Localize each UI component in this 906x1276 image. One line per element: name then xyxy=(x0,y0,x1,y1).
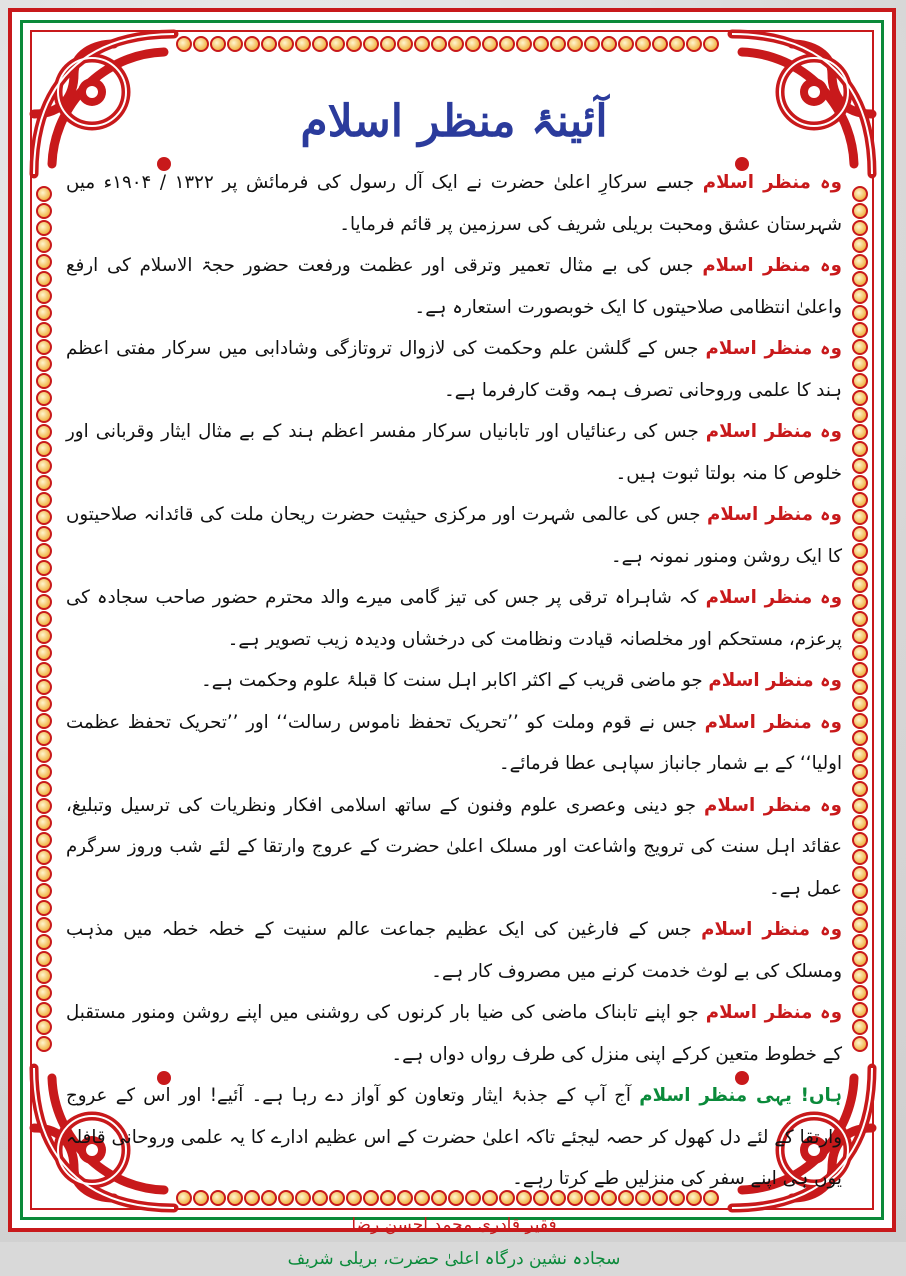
bead-ornament-icon xyxy=(852,254,868,270)
bead-ornament-icon xyxy=(669,36,685,52)
bead-ornament-icon xyxy=(852,577,868,593)
bead-ornament-icon xyxy=(852,373,868,389)
bead-ornament-icon xyxy=(852,1019,868,1035)
paragraph-text: جسے سرکارِ اعلیٰ حضرت نے ایک آل رسول کی فرمائش پر ۱۳۲۲ / ۱۹۰۴ء میں شہرستان عشق ومحبت بریلی شریف کی سرزمین پر قائم فرمایا۔ xyxy=(66,172,842,235)
bead-ornament-icon xyxy=(36,594,52,610)
paragraph-lead: وہ منظر اسلام xyxy=(705,338,842,359)
paragraph xyxy=(66,660,842,702)
right-bead-border xyxy=(852,186,868,1052)
bead-ornament-icon xyxy=(36,696,52,712)
bead-ornament-icon xyxy=(397,36,413,52)
paragraph-text: جو دینی وعصری علوم وفنون کے ساتھ اسلامی افکار ونظریات کی ترسیل وتبلیغ، عقائد اہل سنت کی ترویج واشاعت اور مسلک اعلیٰ حضرت کے عروج وارتقا کے لئے شب وروز سرگرم عمل ہے۔ xyxy=(66,794,842,899)
bead-ornament-icon xyxy=(852,815,868,831)
bead-ornament-icon xyxy=(852,458,868,474)
paragraph xyxy=(66,577,842,660)
paragraph xyxy=(66,328,842,411)
bead-ornament-icon xyxy=(686,36,702,52)
bead-ornament-icon xyxy=(852,679,868,695)
bead-ornament-icon xyxy=(852,1002,868,1018)
bead-ornament-icon xyxy=(244,36,260,52)
bead-ornament-icon xyxy=(852,611,868,627)
bead-ornament-icon xyxy=(852,730,868,746)
bead-ornament-icon xyxy=(36,577,52,593)
paragraph-text: جس کے گلشن علم وحکمت کی لازوال تروتازگی وشادابی میں سرکار مفتی اعظم ہند کا علمی وروحانی تصرف ہمہ وقت کارفرما ہے۔ xyxy=(66,338,842,401)
page-title: آئینۂ منظر اسلام xyxy=(300,96,608,147)
closing-paragraph xyxy=(66,1075,842,1200)
bead-ornament-icon xyxy=(36,883,52,899)
bead-ornament-icon xyxy=(36,645,52,661)
bead-ornament-icon xyxy=(363,36,379,52)
bead-ornament-icon xyxy=(852,237,868,253)
paragraph xyxy=(66,785,842,910)
bead-ornament-icon xyxy=(465,36,481,52)
left-bead-border xyxy=(36,186,52,1052)
bead-ornament-icon xyxy=(852,441,868,457)
bead-ornament-icon xyxy=(36,730,52,746)
bead-ornament-icon xyxy=(36,254,52,270)
paragraph-text: جس کی عالمی شہرت اور مرکزی حیثیت حضرت ریحان ملت کی قائدانہ صلاحیتوں کا ایک روشن ومنور نمونہ ہے۔ xyxy=(66,504,842,567)
bead-ornament-icon xyxy=(852,985,868,1001)
bead-ornament-icon xyxy=(516,36,532,52)
bead-ornament-icon xyxy=(852,543,868,559)
bead-ornament-icon xyxy=(852,390,868,406)
bead-ornament-icon xyxy=(852,407,868,423)
bead-ornament-icon xyxy=(36,407,52,423)
paragraph-lead: وہ منظر اسلام xyxy=(708,670,842,691)
bead-ornament-icon xyxy=(852,968,868,984)
document-body xyxy=(66,92,842,1276)
bead-ornament-icon xyxy=(36,288,52,304)
bead-ornament-icon xyxy=(852,526,868,542)
bead-ornament-icon xyxy=(852,883,868,899)
bead-ornament-icon xyxy=(852,322,868,338)
paragraph-text: جس نے قوم وملت کو ’’تحریک تحفظ ناموس رسالت‘‘ اور ’’تحریک تحفظ عظمت اولیا‘‘ کے بے شمار جانباز سپاہی عطا فرمائے۔ xyxy=(66,711,842,774)
bead-ornament-icon xyxy=(36,611,52,627)
paragraph-lead: وہ منظر اسلام xyxy=(704,794,842,816)
bead-ornament-icon xyxy=(36,832,52,848)
bead-ornament-icon xyxy=(852,713,868,729)
bead-ornament-icon xyxy=(295,36,311,52)
bead-ornament-icon xyxy=(852,662,868,678)
bead-ornament-icon xyxy=(36,985,52,1001)
bead-ornament-icon xyxy=(193,36,209,52)
bead-ornament-icon xyxy=(852,560,868,576)
bead-ornament-icon xyxy=(36,220,52,236)
closing-text: آج آپ کے جذبۂ ایثار وتعاون کو آواز دے رہا ہے۔ آئیے! اور اس کے عروج وارتقا کے لئے دل کھول کر حصہ لیجئے تاکہ اعلیٰ حضرت کے اس عظیم ادارے کا یہ علمی وروحانی قافلہ یوں ہی اپنے سفر کی منزلیں طے کرتا رہے۔ xyxy=(66,1085,842,1189)
paragraph xyxy=(66,702,842,785)
paragraph-lead: وہ منظر اسلام xyxy=(705,421,842,442)
bead-ornament-icon xyxy=(36,560,52,576)
bead-ornament-icon xyxy=(36,764,52,780)
bead-ornament-icon xyxy=(533,36,549,52)
bead-ornament-icon xyxy=(36,203,52,219)
bead-ornament-icon xyxy=(852,305,868,321)
paragraph xyxy=(66,909,842,992)
top-bead-border xyxy=(176,36,719,52)
bead-ornament-icon xyxy=(852,339,868,355)
bead-ornament-icon xyxy=(36,866,52,882)
bead-ornament-icon xyxy=(584,36,600,52)
paragraph-text: جو اپنے تابناک ماضی کی ضیا بار کرنوں کی روشنی میں اپنے روشن ومنور مستقبل کے خطوط متعین کرکے اپنی منزل کی طرف رواں دواں ہے۔ xyxy=(66,1002,842,1065)
bead-ornament-icon xyxy=(852,934,868,950)
bead-ornament-icon xyxy=(618,36,634,52)
bead-ornament-icon xyxy=(852,220,868,236)
bead-ornament-icon xyxy=(261,36,277,52)
bead-ornament-icon xyxy=(36,628,52,644)
bead-ornament-icon xyxy=(852,203,868,219)
paragraph-text: کہ شاہراہ ترقی پر جس کی تیز گامی میرے والد محترم حضور صاحب سجادہ کی پرعزم، مستحکم اور مخلصانہ قیادت ونظامت کی درخشاں ودیدہ زیب تصویر ہے۔ xyxy=(66,587,842,650)
paragraph xyxy=(66,162,842,245)
paragraph xyxy=(66,411,842,494)
bead-ornament-icon xyxy=(852,951,868,967)
bead-ornament-icon xyxy=(36,747,52,763)
bead-ornament-icon xyxy=(852,849,868,865)
paragraph xyxy=(66,494,842,577)
bead-ornament-icon xyxy=(36,815,52,831)
bead-ornament-icon xyxy=(36,1019,52,1035)
bead-ornament-icon xyxy=(36,934,52,950)
bead-ornament-icon xyxy=(499,36,515,52)
bead-ornament-icon xyxy=(852,696,868,712)
bead-ornament-icon xyxy=(852,917,868,933)
bead-ornament-icon xyxy=(852,271,868,287)
bead-ornament-icon xyxy=(852,781,868,797)
bead-ornament-icon xyxy=(567,36,583,52)
paragraph-lead: وہ منظر اسلام xyxy=(704,711,842,733)
bead-ornament-icon xyxy=(36,373,52,389)
bead-ornament-icon xyxy=(482,36,498,52)
bead-ornament-icon xyxy=(36,237,52,253)
closing-lead: ہاں! یہی منظر اسلام xyxy=(639,1085,842,1106)
bead-ornament-icon xyxy=(36,322,52,338)
bead-ornament-icon xyxy=(36,662,52,678)
bead-ornament-icon xyxy=(36,526,52,542)
bead-ornament-icon xyxy=(36,509,52,525)
bead-ornament-icon xyxy=(36,679,52,695)
bead-ornament-icon xyxy=(852,492,868,508)
bead-ornament-icon xyxy=(431,36,447,52)
bead-ornament-icon xyxy=(852,900,868,916)
bead-ornament-icon xyxy=(852,594,868,610)
bead-ornament-icon xyxy=(852,424,868,440)
bead-ornament-icon xyxy=(329,36,345,52)
bead-ornament-icon xyxy=(278,36,294,52)
bead-ornament-icon xyxy=(852,509,868,525)
signature-title: سجادہ نشین درگاہ اعلیٰ حضرت، بریلی شریف xyxy=(287,1248,621,1269)
bead-ornament-icon xyxy=(852,764,868,780)
bead-ornament-icon xyxy=(550,36,566,52)
bead-ornament-icon xyxy=(852,628,868,644)
bead-ornament-icon xyxy=(36,1002,52,1018)
paragraph-text: جس کی رعنائیاں اور تابانیاں سرکار مفسر اعظم ہند کے بے مثال ایثار وقربانی اور خلوص کا منہ بولتا ثبوت ہیں۔ xyxy=(66,421,842,484)
paragraph-lead: وہ منظر اسلام xyxy=(702,255,842,276)
bead-ornament-icon xyxy=(36,968,52,984)
bead-ornament-icon xyxy=(36,543,52,559)
bead-ornament-icon xyxy=(36,951,52,967)
bead-ornament-icon xyxy=(852,832,868,848)
bead-ornament-icon xyxy=(652,36,668,52)
bead-ornament-icon xyxy=(36,475,52,491)
bead-ornament-icon xyxy=(312,36,328,52)
paragraph xyxy=(66,245,842,328)
paragraph-text: جس کی بے مثال تعمیر وترقی اور عظمت ورفعت حضور حجۃ الاسلام کی ارفع واعلیٰ انتظامی صلاحیتوں کا ایک خوبصورت استعارہ ہے۔ xyxy=(66,255,842,318)
bead-ornament-icon xyxy=(227,36,243,52)
bead-ornament-icon xyxy=(36,305,52,321)
bead-ornament-icon xyxy=(36,441,52,457)
bead-ornament-icon xyxy=(448,36,464,52)
bead-ornament-icon xyxy=(852,645,868,661)
bead-ornament-icon xyxy=(36,492,52,508)
bead-ornament-icon xyxy=(36,917,52,933)
bead-ornament-icon xyxy=(36,713,52,729)
paragraph-lead: وہ منظر اسلام xyxy=(702,172,842,193)
paragraph-lead: وہ منظر اسلام xyxy=(705,1002,842,1023)
bead-ornament-icon xyxy=(601,36,617,52)
bead-ornament-icon xyxy=(36,798,52,814)
bead-ornament-icon xyxy=(635,36,651,52)
bead-ornament-icon xyxy=(36,458,52,474)
bead-ornament-icon xyxy=(852,288,868,304)
paragraph xyxy=(66,992,842,1075)
bead-ornament-icon xyxy=(210,36,226,52)
bead-ornament-icon xyxy=(36,849,52,865)
bead-ornament-icon xyxy=(852,798,868,814)
bead-ornament-icon xyxy=(852,356,868,372)
signature-name: فقیر قادری محمد احسن رضا xyxy=(351,1214,557,1235)
bead-ornament-icon xyxy=(852,475,868,491)
bead-ornament-icon xyxy=(414,36,430,52)
bead-ornament-icon xyxy=(346,36,362,52)
bead-ornament-icon xyxy=(36,339,52,355)
paragraph-lead: وہ منظر اسلام xyxy=(705,587,842,608)
bead-ornament-icon xyxy=(36,781,52,797)
paragraph-text: جو ماضی قریب کے اکثر اکابر اہل سنت کا قبلۂ علوم وحکمت ہے۔ xyxy=(201,670,703,691)
bead-ornament-icon xyxy=(36,356,52,372)
bead-ornament-icon xyxy=(36,424,52,440)
bead-ornament-icon xyxy=(852,866,868,882)
bead-ornament-icon xyxy=(36,271,52,287)
bead-ornament-icon xyxy=(36,390,52,406)
bead-ornament-icon xyxy=(380,36,396,52)
bead-ornament-icon xyxy=(852,747,868,763)
paragraph-text: جس کے فارغین کی ایک عظیم جماعت عالم سنیت کے خطہ خطہ میں مذہب ومسلک کی بے لوث خدمت کرنے میں مصروف کار ہے۔ xyxy=(66,919,842,982)
paragraph-lead: وہ منظر اسلام xyxy=(701,919,842,940)
bead-ornament-icon xyxy=(36,900,52,916)
paragraph-lead: وہ منظر اسلام xyxy=(707,504,842,525)
